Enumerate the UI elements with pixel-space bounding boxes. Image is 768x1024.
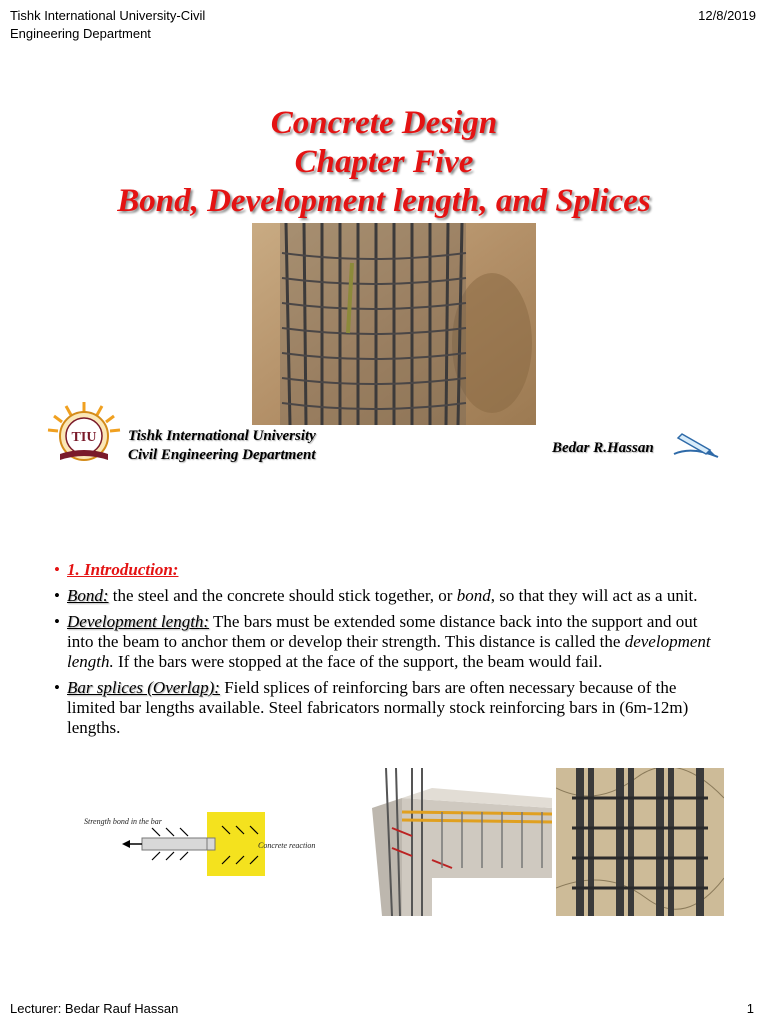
pen-signature-icon: [672, 430, 722, 460]
footer-lecturer: Lecturer: Bedar Rauf Hassan: [10, 1001, 179, 1016]
header-line-1: Tishk International University-Civil: [10, 8, 206, 23]
development-em: development length.: [67, 632, 711, 671]
development-text-1: The bars must be extended some distance back into the support and out into the beam to anchor them or develop their strength. This distance is called the: [67, 612, 698, 651]
splices-term: Bar splices (Overlap):: [67, 678, 220, 697]
bond-force-diagram: [82, 808, 332, 880]
title-line-1: Concrete Design: [270, 105, 498, 141]
tiu-logo: [46, 400, 122, 466]
logo-text: TIU: [71, 430, 97, 445]
title-line-3: Bond, Development length, and Splices: [117, 183, 651, 219]
beam-column-reinforcement-figure: [372, 768, 552, 916]
intro-bullet: [52, 560, 712, 580]
header-line-2: Engineering Department: [10, 26, 151, 41]
column-splice-photo: [556, 768, 724, 916]
bond-bullet: [52, 586, 712, 606]
bond-text-2: , so that they will act as a unit.: [490, 586, 698, 605]
intro-heading: 1. Introduction:: [67, 560, 179, 579]
development-length-bullet: [52, 612, 712, 672]
bond-term: Bond:: [67, 586, 109, 605]
development-text-2: If the bars were stopped at the face of the support, the beam would fail.: [113, 652, 603, 671]
development-term: Development length:: [67, 612, 210, 631]
title-line-2: Chapter Five: [294, 144, 474, 180]
institution-block: [128, 427, 316, 465]
header-university: [10, 7, 205, 43]
bond-text-1: the steel and the concrete should stick together, or: [108, 586, 457, 605]
column-reinforcement-photo: [252, 223, 536, 425]
splices-text: Field splices of reinforcing bars are often necessary because of the limited bar lengths available. Steel fabricators normally stock reinforcing bars in (6m-12m) lengths.: [67, 678, 689, 737]
concrete-reaction-label: Concrete reaction: [258, 841, 316, 850]
institution-department: Civil Engineering Department: [128, 447, 316, 463]
content-bullets: [52, 560, 712, 744]
page-title: [0, 104, 768, 221]
author-name: Bedar R.Hassan: [552, 440, 654, 456]
strength-bond-label: Strength bond in the bar: [84, 817, 162, 826]
header-date: 12/8/2019: [698, 8, 756, 23]
bond-em: bond: [456, 586, 491, 605]
bar-splices-bullet: [52, 678, 712, 738]
page-number: 1: [746, 1001, 754, 1016]
institution-name: Tishk International University: [128, 428, 316, 444]
